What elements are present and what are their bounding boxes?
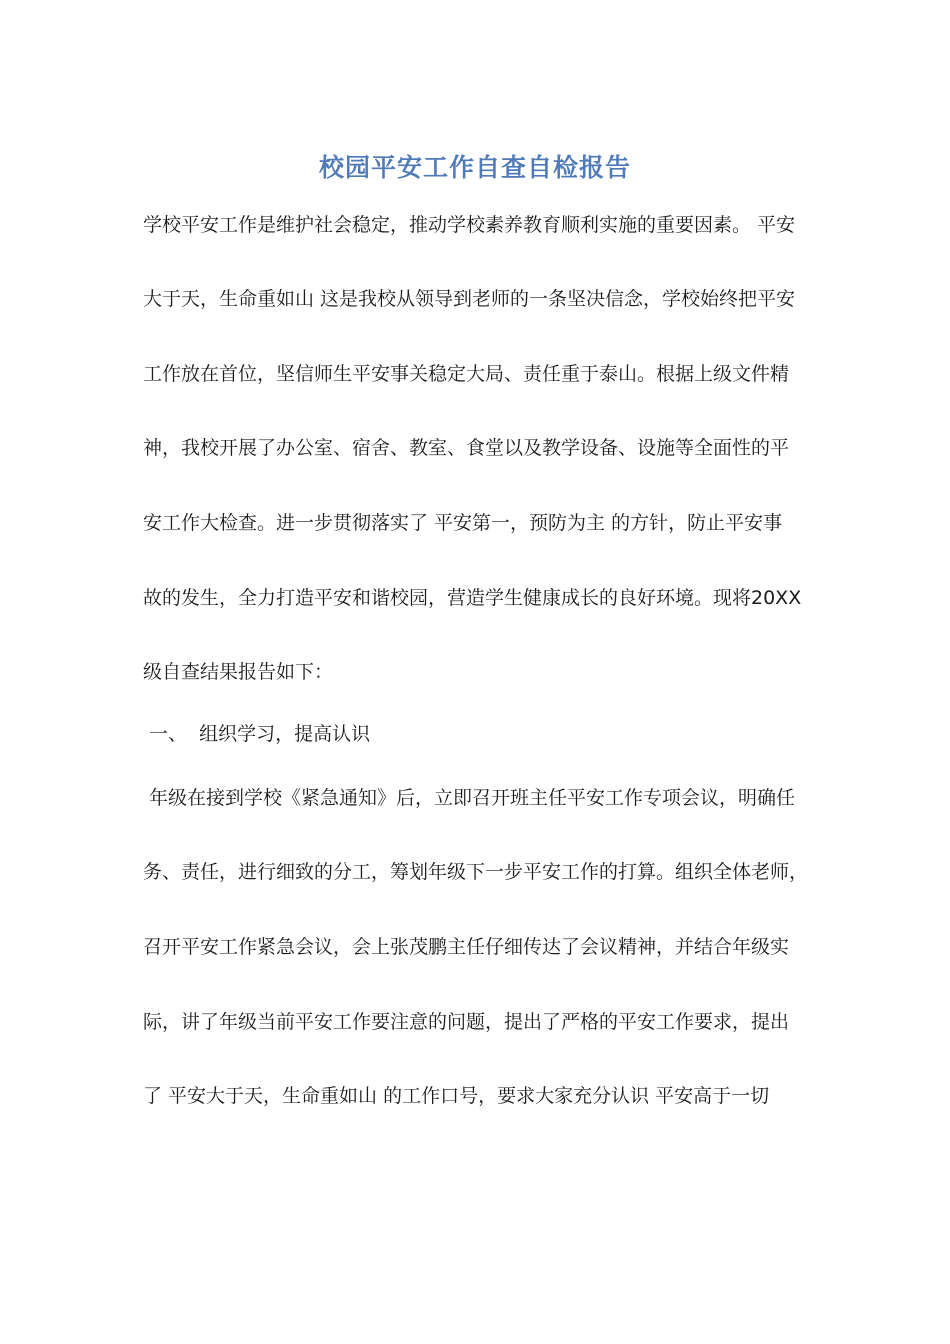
paragraph-line: 故的发生，全力打造平安和谐校园，营造学生健康成长的良好环境。现将20XX [143,587,802,609]
paragraph-line: 大于天，生命重如山 这是我校从领导到老师的一条坚决信念，学校始终把平安 [143,288,796,310]
paragraph-line: 了 平安大于天，生命重如山 的工作口号，要求大家充分认识 平安高于一切 [143,1085,770,1107]
paragraph-line: 工作放在首位，坚信师生平安事关稳定大局、责任重于泰山。根据上级文件精 [143,363,790,385]
section-heading: 一、 组织学习，提高认识 [143,723,371,745]
paragraph-line: 学校平安工作是维护社会稳定，推动学校素养教育顺利实施的重要因素。 平安 [143,214,796,236]
paragraph-line: 年级在接到学校《紧急通知》后，立即召开班主任平安工作专项会议，明确任 [143,787,796,809]
paragraph-line: 神，我校开展了办公室、宿舍、教室、食堂以及教学设备、设施等全面性的平 [143,437,790,459]
paragraph-line: 际，讲了年级当前平安工作要注意的问题，提出了严格的平安工作要求，提出 [143,1011,790,1033]
paragraph-line: 召开平安工作紧急会议，会上张茂鹏主任仔细传达了会议精神，并结合年级实 [143,936,790,958]
paragraph-line: 级自查结果报告如下： [143,661,334,683]
document-title: 校园平安工作自查自检报告 [318,153,631,182]
paragraph-line: 安工作大检查。进一步贯彻落实了 平安第一，预防为主 的方针，防止平安事 [143,512,783,534]
paragraph-line: 务、责任，进行细致的分工，筹划年级下一步平安工作的打算。组织全体老师， [143,861,809,883]
